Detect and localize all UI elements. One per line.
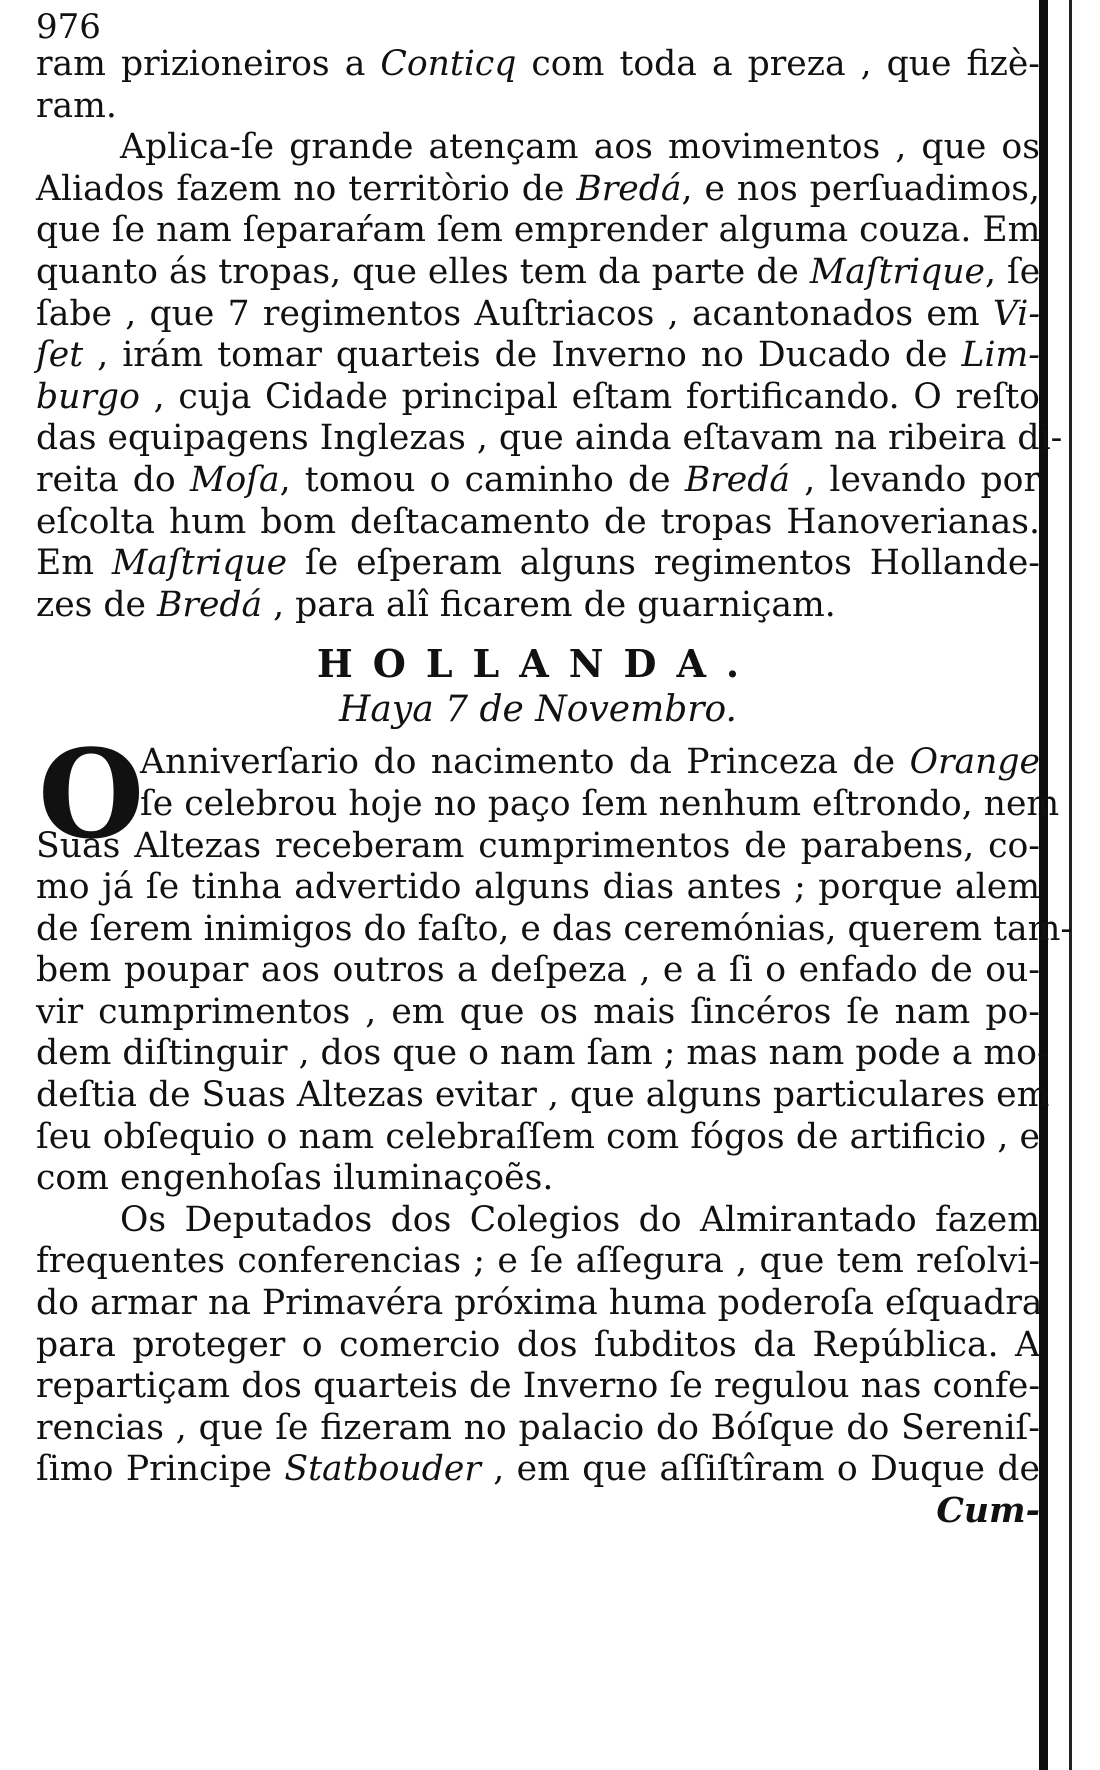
text-line — [36, 169, 1040, 211]
text-run: rencias , que ſe fizeram no palacio do Bóſque do Sereniſ- — [36, 1407, 1040, 1448]
text-line — [36, 867, 1040, 909]
text-run: , para alî ficarem de guarniçam. — [262, 584, 836, 625]
text-line — [36, 1449, 1040, 1491]
text-run: Aliados fazem no territòrio de — [36, 168, 577, 209]
text-line — [36, 1408, 1040, 1450]
text-run: que ſe nam ſeparaŕam ſem emprender alguma couza. Em — [36, 210, 1041, 251]
text-run: ſe celebrou hoje no paço ſem nenhum eſtrondo, nem — [140, 783, 1060, 824]
text-run: vir cumprimentos , em que os mais ſincéros ſe nam po- — [36, 991, 1040, 1032]
text-run: de ſerem inimigos do faſto, e das ceremónias, querem tam- — [36, 908, 1073, 949]
section-heading: HOLLANDA. — [316, 641, 760, 687]
text-line — [36, 908, 1073, 951]
place-name: Conticq — [380, 44, 517, 84]
text-run: , ſe — [984, 251, 1041, 292]
italic-name: Maſtrique — [809, 251, 985, 292]
italic-name: Statbouder — [284, 1449, 481, 1490]
italic-name: Vi- — [992, 293, 1040, 334]
text-line — [36, 826, 1040, 868]
text-line — [36, 1200, 1040, 1242]
text-line — [36, 1366, 1040, 1408]
text-line — [36, 377, 1040, 419]
italic-name: Lim- — [961, 335, 1040, 376]
text-line — [36, 460, 1040, 502]
italic-name: burgo — [36, 376, 140, 417]
text-line — [36, 543, 1040, 585]
italic-name: Moſa — [189, 459, 280, 500]
italic-name: Bredá — [576, 168, 682, 209]
page-number: 976 — [36, 7, 101, 47]
dateline: Haya 7 de Novembro. — [339, 689, 737, 731]
text-line — [36, 210, 1040, 252]
text-run: Suas Altezas receberam cumprimentos de parabens, co- — [36, 825, 1040, 866]
paragraph-anniversary — [36, 722, 1073, 1200]
page-text — [36, 7, 1073, 1533]
text-run: para proteger o comercio dos ſubditos da República. A — [36, 1324, 1040, 1365]
italic-name: Bredá — [157, 584, 263, 625]
text-run: , tomou o caminho de — [279, 459, 685, 500]
text-run: , em que aſſiſtîram o Duque de — [480, 1449, 1040, 1490]
text-run: Aplica-ſe grande atençam aos movimentos , que os — [120, 127, 1040, 168]
italic-name: Orange — [909, 742, 1040, 783]
text-run: ſe eſperam alguns regimentos Hollande- — [287, 543, 1040, 584]
text-line — [36, 1075, 1050, 1117]
text-line — [36, 1241, 1040, 1283]
text-run: deſtia de Suas Altezas evitar , que alguns particulares em — [36, 1075, 1050, 1116]
paragraph-admiralty — [36, 1199, 1043, 1491]
text-run: , levando por — [790, 459, 1041, 500]
text-line — [36, 1158, 1040, 1200]
text-line: ram prizioneiros a Conticq com toda a preza , que fizè- — [36, 44, 1040, 84]
text-run: das equipagens Inglezas , que ainda eſtavam na ribeira di- — [36, 418, 1063, 459]
text-line — [36, 1325, 1040, 1367]
text-run: Anniverſario do nacimento da Princeza de — [140, 742, 910, 783]
page-edge-rule — [1039, 0, 1048, 1770]
page-edge-rule-thin — [1069, 0, 1072, 1770]
text-line — [36, 502, 1040, 544]
drop-cap: O — [38, 722, 145, 867]
text-run: dem diſtinguir , dos que o nam ſam ; mas nam pode a mo- — [36, 1033, 1049, 1074]
text-run: reita do — [36, 459, 190, 500]
text-line — [36, 418, 1063, 460]
text-line — [36, 742, 1040, 784]
text-run: com engenhoſas iluminaçoẽs. — [36, 1158, 554, 1199]
italic-name: ſet — [36, 335, 84, 376]
text-run: repartiçam dos quarteis de Inverno ſe regulou nas confe- — [36, 1366, 1040, 1407]
text-line — [36, 294, 1040, 336]
text-run: bem poupar aos outros a deſpeza , e a ſi o enfado de ou- — [36, 950, 1040, 991]
text-line — [36, 585, 1040, 627]
italic-name: Maſtrique — [111, 543, 288, 584]
catchword: Cum- — [936, 1491, 1040, 1531]
text-run: , cuja Cidade principal eſtam fortificando. O reſto — [139, 376, 1040, 417]
text-run: zes de — [36, 584, 158, 625]
text-run: quanto ás tropas, que elles tem da parte de — [36, 251, 810, 292]
first-line — [36, 7, 1040, 47]
text-run: frequentes conferencias ; e ſe aſſegura , que tem reſolvi- — [36, 1241, 1040, 1282]
text-line — [36, 335, 1040, 377]
text-line — [36, 950, 1040, 992]
text-run: Em — [36, 543, 112, 584]
text-line — [36, 1033, 1049, 1075]
text-line: ram. — [36, 85, 117, 126]
paragraph-allies — [36, 127, 1063, 626]
text-run: , e nos perſuadimos, — [681, 168, 1040, 209]
text-run: do armar na Primavéra próxima huma poderoſa eſquadra — [36, 1283, 1043, 1324]
text-line — [36, 252, 1040, 294]
text-line — [36, 1117, 1040, 1159]
text-line — [36, 1283, 1043, 1325]
text-run: eſcolta hum bom deſtacamento de tropas Hanoverianas. — [36, 501, 1040, 542]
text-line — [36, 783, 1060, 826]
text-run: ſeu obſequio o nam celebraſſem com fógos de artificio , e — [36, 1116, 1040, 1157]
text-run: ſabe , que 7 regimentos Auſtriacos , acantonados em — [36, 293, 993, 334]
italic-name: Bredá — [684, 459, 790, 500]
text-line — [36, 127, 1040, 169]
text-run: mo já ſe tinha advertido alguns dias antes ; porque alem — [36, 867, 1040, 908]
text-run: , irám tomar quarteis de Inverno no Ducado de — [83, 335, 962, 376]
text-line — [36, 992, 1040, 1034]
text-run: Os Deputados dos Colegios do Almirantado fazem — [120, 1199, 1040, 1240]
text-run: ſimo Principe — [36, 1449, 285, 1490]
